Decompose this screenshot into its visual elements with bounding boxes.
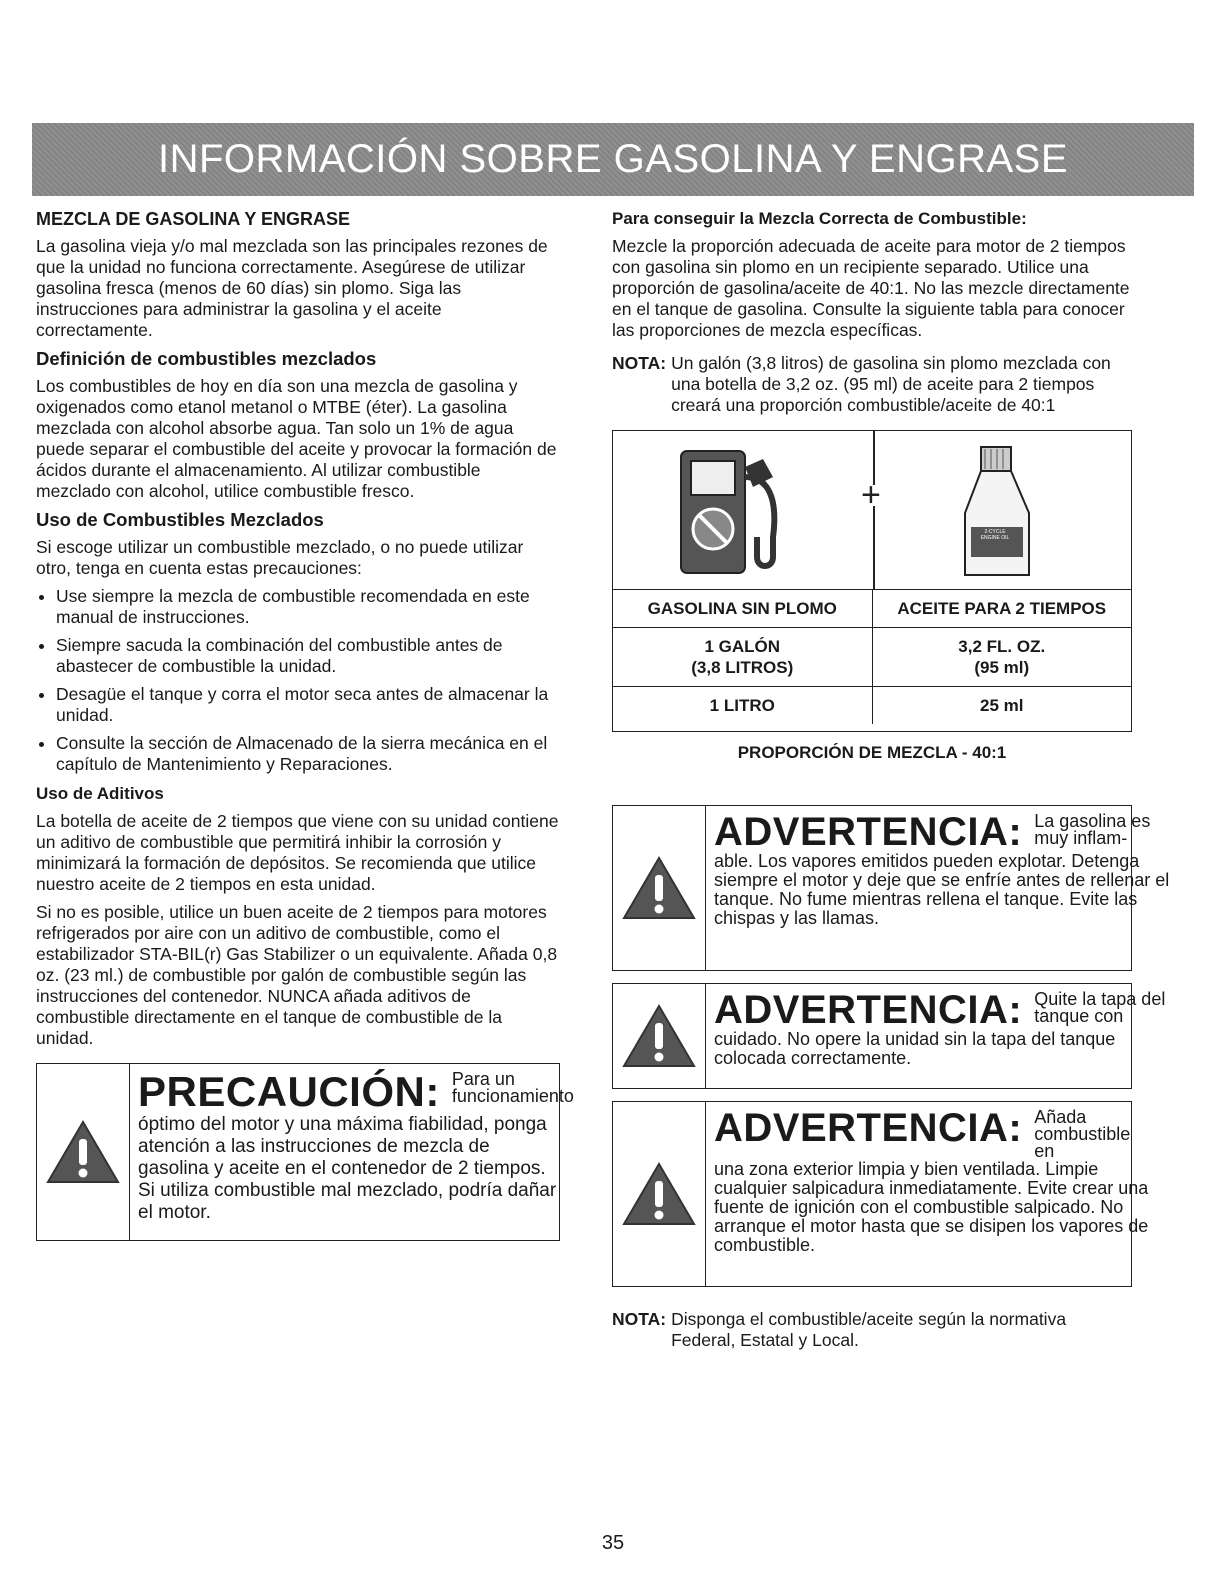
figure-illustration — [613, 431, 1131, 590]
warning-heading: ADVERTENCIA: — [714, 988, 1023, 1032]
note-disposal — [612, 1309, 1132, 1351]
note-label: NOTA: — [612, 1309, 667, 1329]
warning-lead: Añada combustible en — [1034, 1107, 1131, 1161]
cell-liters: (3,8 LITROS) — [691, 658, 794, 677]
definition-heading: Definición de combustibles mezclados — [36, 348, 377, 369]
figure-caption: PROPORCIÓN DE MEZCLA - 40:1 — [737, 743, 1007, 762]
warning-heading: ADVERTENCIA: — [714, 810, 1023, 854]
note-mixture — [612, 353, 1132, 416]
oil-bottle-icon — [957, 443, 1037, 583]
additives-paragraph-2: Si no es posible, utilice un buen aceite de 2 tiempos para motores refrigerados por aire con un aditivo de combustible, como el estabilizador STA-BIL(r) Gas Stabilizer o un equivalente. Añada 0,8 oz. (23 ml.) de combustible por galón de combustible según las instrucciones del contenedor. NUNCA añada aditivos de combustible directamente en el tanque de combustible de la unidad. — [36, 902, 558, 1048]
gas-pump-icon — [673, 447, 793, 577]
note-label: NOTA: — [612, 353, 667, 373]
table-row — [613, 687, 1131, 724]
cell-gallon: 1 GALÓN — [704, 637, 781, 656]
caution-box — [36, 1063, 574, 1241]
warning-box-cap — [612, 983, 1166, 1089]
section-title: MEZCLA DE GASOLINA Y ENGRASE — [36, 209, 351, 229]
note-text: Un galón (3,8 litros) de gasolina sin plomo mezclada con una botella de 3,2 oz. (95 ml) de aceite para 2 tiempos creará una proporción combustible/aceite de 40:1 — [671, 353, 1111, 415]
warning-triangle-icon — [613, 1102, 706, 1286]
mix-ratio-figure — [612, 430, 1132, 732]
table-row — [613, 628, 1131, 687]
cell-ml: (95 ml) — [974, 658, 1030, 677]
precautions-list — [36, 586, 560, 775]
header-gasoline: GASOLINA SIN PLOMO — [647, 599, 837, 618]
warning-text: una zona exterior limpia y bien ventilada. Limpie cualquier salpicadura inmediatamente. Evite crear una fuente de ignición con el combustible salpicado. No arranque el motor hasta que se disipen los vapores de combustible. — [714, 1159, 1149, 1255]
table-header-row — [613, 590, 1131, 628]
warning-text: able. Los vapores emitidos pueden explotar. Detenga siempre el motor y deje que se enfríe antes de rellenar el tanque. No fume mientras rellena el tanque. Evite las chispas y las llamas. — [714, 851, 1170, 928]
usage-paragraph: Si escoge utilizar un combustible mezclado, o no puede utilizar otro, tenga en cuenta estas precauciones: — [36, 537, 524, 578]
warning-lead: Quite la tapa del tanque con — [1034, 989, 1166, 1026]
list-item: • Desagüe el tanque y corra el motor seca antes de almacenar la unidad. — [56, 684, 560, 726]
page-banner — [32, 123, 1194, 196]
list-item: • Siempre sacuda la combinación del combustible antes de abastecer de combustible la unidad. — [56, 635, 560, 677]
left-column — [36, 208, 574, 1241]
caution-lead: Para un funcionamiento — [451, 1069, 574, 1106]
note-text: Disponga el combustible/aceite según la normativa Federal, Estatal y Local. — [671, 1309, 1067, 1350]
additives-paragraph-1: La botella de aceite de 2 tiempos que viene con su unidad contiene un aditivo de combustible que permitirá inhibir la corrosión y minimizará la formación de depósitos. Se recomienda que utilice nuestro aceite de 2 tiempos en esta unidad. — [36, 811, 559, 894]
warning-triangle-icon — [37, 1064, 130, 1240]
banner-title: INFORMACIÓN SOBRE GASOLINA Y ENGRASE — [157, 137, 1069, 181]
warning-triangle-icon — [613, 806, 706, 970]
cell-one-liter: 1 LITRO — [709, 696, 775, 715]
header-oil: ACEITE PARA 2 TIEMPOS — [872, 590, 1132, 627]
list-item: • Consulte la sección de Almacenado de la sierra mecánica en el capítulo de Mantenimiento y Reparaciones. — [56, 733, 560, 775]
list-item: • Use siempre la mezcla de combustible recomendada en este manual de instrucciones. — [56, 586, 560, 628]
usage-heading: Uso de Combustibles Mezclados — [36, 509, 324, 530]
cell-25ml: 25 ml — [872, 687, 1132, 724]
additives-heading: Uso de Aditivos — [36, 784, 164, 803]
mix-heading: Para conseguir la Mezcla Correcta de Combustible: — [612, 209, 1027, 228]
plus-sign: + — [861, 476, 881, 514]
warning-text: cuidado. No opere la unidad sin la tapa del tanque colocada correctamente. — [714, 1029, 1116, 1068]
warning-lead: La gasolina es muy inflam- — [1034, 811, 1151, 848]
warning-box-ventilation — [612, 1101, 1149, 1287]
bottle-label: 2-CYCLE ENGINE OIL — [980, 529, 1010, 541]
intro-paragraph: La gasolina vieja y/o mal mezclada son las principales rezones de que la unidad no funciona correctamente. Asegúrese de utilizar gasolina fresca (menos de 60 días) sin plomo. Siga las instrucciones para administrar la gasolina y el aceite correctamente. — [36, 236, 548, 340]
definition-paragraph: Los combustibles de hoy en día son una mezcla de gasolina y oxigenados como etanol metanol o MTBE (éter). La gasolina mezclada con alcohol absorbe agua. Tan solo un 1% de agua puede separar el combustible del aceite y provocar la formación de ácidos durante el almacenamiento. Al utilizar combustible mezclado con alcohol, utilice combustible fresco. — [36, 376, 557, 501]
cell-floz: 3,2 FL. OZ. — [958, 637, 1046, 656]
caution-text: óptimo del motor y una máxima fiabilidad, ponga atención a las instrucciones de mezcla de gasolina y aceite en el contenedor de 2 tiempos. Si utiliza combustible mal mezclado, podría dañar el motor. — [138, 1114, 557, 1223]
warning-heading: ADVERTENCIA: — [714, 1106, 1023, 1150]
page-number: 35 — [601, 1532, 625, 1554]
caution-heading: PRECAUCIÓN: — [138, 1068, 440, 1115]
warning-box-flammable — [612, 805, 1170, 971]
right-column — [612, 208, 1170, 1365]
mix-paragraph: Mezcle la proporción adecuada de aceite para motor de 2 tiempos con gasolina sin plomo en un recipiente separado. Utilice una proporción de gasolina/aceite de 40:1. No las mezcle directamente en el tanque de gasolina. Consulte la siguiente tabla para conocer las proporciones de mezcla específicas. — [612, 236, 1130, 340]
warning-triangle-icon — [613, 984, 706, 1088]
